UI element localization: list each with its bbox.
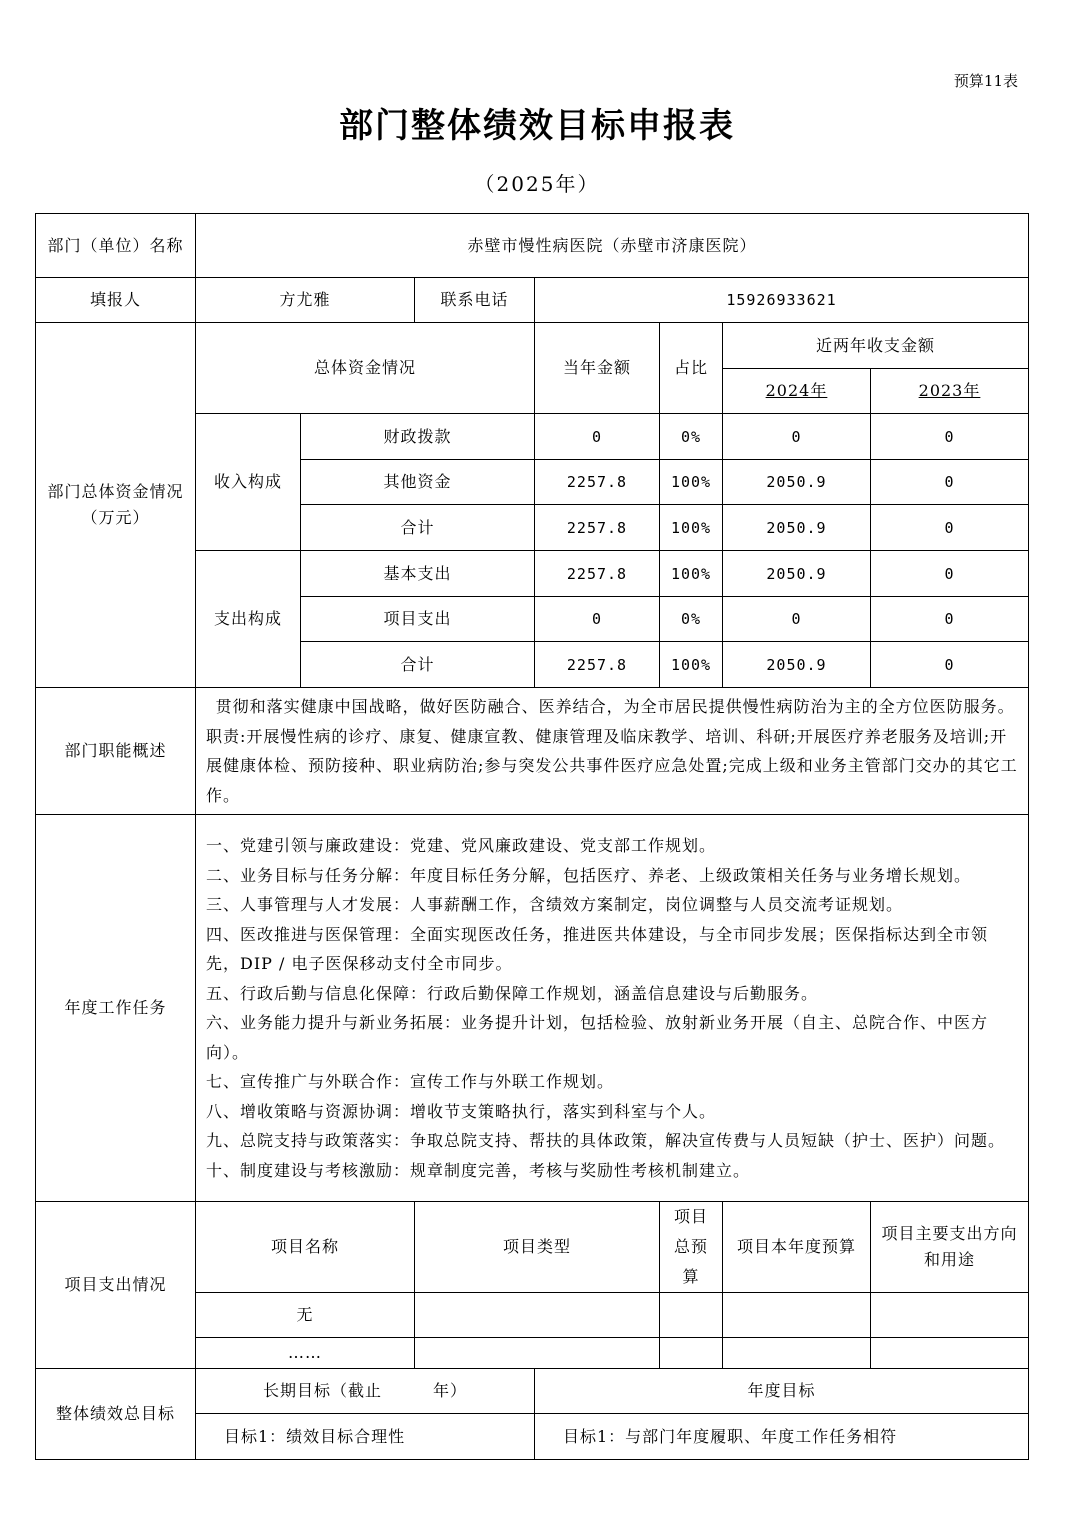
task-item: 五、行政后勤与信息化保障：行政后勤保障工作规划，涵盖信息建设与后勤服务。 xyxy=(206,983,819,1003)
funds-row-current: 2257.8 xyxy=(535,460,660,505)
funds-row-current: 0 xyxy=(535,414,660,460)
funds-header-recent: 近两年收支金额 xyxy=(723,323,1029,369)
projects-col-total: 项目总预算 xyxy=(660,1202,723,1293)
dept-value: 赤壁市慢性病医院（赤壁市济康医院） xyxy=(196,214,1029,278)
dept-label: 部门（单位）名称 xyxy=(36,214,196,278)
funds-row-ratio: 100% xyxy=(660,551,723,597)
funds-row-y2: 0 xyxy=(871,597,1029,642)
task-item: 四、医改推进与医保管理：全面实现医改任务，推进医共体建设，与全市同步发展；医保指标达到全市领先，DIP / 电子医保移动支付全市同步。 xyxy=(206,924,989,973)
duty-label: 部门职能概述 xyxy=(36,688,196,815)
project-type xyxy=(415,1338,660,1369)
funds-row-name: 基本支出 xyxy=(301,551,535,597)
form-number: 预算11表 xyxy=(953,72,1018,90)
funds-row-ratio: 0% xyxy=(660,597,723,642)
long-goal-1: 目标1：绩效目标合理性 xyxy=(196,1414,535,1460)
funds-row-name: 合计 xyxy=(301,642,535,688)
funds-row-current: 2257.8 xyxy=(535,551,660,597)
phone-label: 联系电话 xyxy=(415,278,535,323)
projects-col-use: 项目主要支出方向和用途 xyxy=(871,1202,1029,1293)
funds-header-y1: 2024年 xyxy=(723,369,871,414)
funds-row-current: 2257.8 xyxy=(535,505,660,551)
tasks-row xyxy=(36,815,1029,1202)
task-item: 八、增收策略与资源协调：增收节支策略执行，落实到科室与个人。 xyxy=(206,1101,717,1121)
filler-value: 方尤雅 xyxy=(196,278,415,323)
funds-section-label: 部门总体资金情况（万元） xyxy=(36,323,196,688)
project-use xyxy=(871,1293,1029,1338)
goals-header-row xyxy=(36,1369,1029,1414)
projects-header-row xyxy=(36,1202,1029,1293)
funds-header-current: 当年金额 xyxy=(535,323,660,414)
projects-col-type: 项目类型 xyxy=(415,1202,660,1293)
projects-col-name: 项目名称 xyxy=(196,1202,415,1293)
goals-section-label: 整体绩效总目标 xyxy=(36,1369,196,1460)
funds-row-name: 财政拨款 xyxy=(301,414,535,460)
funds-row-y2: 0 xyxy=(871,460,1029,505)
funds-row-y1: 0 xyxy=(723,597,871,642)
year-goal-1: 目标1：与部门年度履职、年度工作任务相符 xyxy=(535,1414,1029,1460)
task-item: 十、制度建设与考核激励：规章制度完善，考核与奖励性考核机制建立。 xyxy=(206,1160,751,1180)
dept-row xyxy=(36,214,1029,278)
tasks-label: 年度工作任务 xyxy=(36,815,196,1202)
duty-row xyxy=(36,688,1029,815)
funds-row-current: 0 xyxy=(535,597,660,642)
funds-row-ratio: 100% xyxy=(660,642,723,688)
funds-row-ratio: 100% xyxy=(660,460,723,505)
project-type xyxy=(415,1293,660,1338)
goals-long-label: 长期目标（截止 年） xyxy=(196,1369,535,1414)
funds-row-name: 项目支出 xyxy=(301,597,535,642)
funds-row-name: 合计 xyxy=(301,505,535,551)
task-item: 七、宣传推广与外联合作：宣传工作与外联工作规划。 xyxy=(206,1072,615,1091)
goals-year-label: 年度目标 xyxy=(535,1369,1029,1414)
performance-goal-table xyxy=(35,213,1029,1460)
duty-text: 贯彻和落实健康中国战略，做好医防融合、医养结合，为全市居民提供慢性病防治为主的全方位医防服务。职责:开展慢性病的诊疗、康复、健康宣教、健康管理及临床教学、培训、科研;开展医疗养老服务及培训;开展健康体检、预防接种、职业病防治;参与突发公共事件医疗应急处置;完成上级和业务主管部门交办的其它工作。 xyxy=(196,688,1029,815)
project-year-budget xyxy=(723,1293,871,1338)
funds-row-ratio: 100% xyxy=(660,505,723,551)
funds-row-y2: 0 xyxy=(871,414,1029,460)
funds-row-y1: 2050.9 xyxy=(723,642,871,688)
task-item: 九、总院支持与政策落实：争取总院支持、帮扶的具体政策，解决宣传费与人员短缺（护士、医护）问题。 xyxy=(206,1131,1006,1150)
funds-row-y1: 0 xyxy=(723,414,871,460)
project-use xyxy=(871,1338,1029,1369)
phone-value: 15926933621 xyxy=(535,278,1029,323)
funds-row-y2: 0 xyxy=(871,551,1029,597)
funds-row-y2: 0 xyxy=(871,642,1029,688)
funds-header-ratio: 占比 xyxy=(660,323,723,414)
task-item: 一、党建引领与廉政建设：党建、党风廉政建设、党支部工作规划。 xyxy=(206,836,717,855)
funds-header-row xyxy=(36,323,1029,369)
expense-label: 支出构成 xyxy=(196,551,301,688)
funds-row-name: 其他资金 xyxy=(301,460,535,505)
funds-header-overall: 总体资金情况 xyxy=(196,323,535,414)
filler-label: 填报人 xyxy=(36,278,196,323)
funds-row-y1: 2050.9 xyxy=(723,551,871,597)
funds-row-y2: 0 xyxy=(871,505,1029,551)
projects-section-label: 项目支出情况 xyxy=(36,1202,196,1369)
project-total xyxy=(660,1293,723,1338)
projects-col-year: 项目本年度预算 xyxy=(723,1202,871,1293)
project-name: …… xyxy=(196,1338,415,1369)
project-name: 无 xyxy=(196,1293,415,1338)
year-subtitle: （2025年） xyxy=(474,172,600,196)
tasks-list xyxy=(196,815,1029,1202)
funds-row-y1: 2050.9 xyxy=(723,460,871,505)
funds-header-y2: 2023年 xyxy=(871,369,1029,414)
project-year-budget xyxy=(723,1338,871,1369)
task-item: 六、业务能力提升与新业务拓展：业务提升计划，包括检验、放射新业务开展（自主、总院合作、中医方向）。 xyxy=(206,1013,989,1062)
filler-row xyxy=(36,278,1029,323)
project-total xyxy=(660,1338,723,1369)
income-label: 收入构成 xyxy=(196,414,301,551)
funds-row-current: 2257.8 xyxy=(535,642,660,688)
funds-row-y1: 2050.9 xyxy=(723,505,871,551)
task-item: 二、业务目标与任务分解：年度目标任务分解，包括医疗、养老、上级政策相关任务与业务增长规划。 xyxy=(206,865,972,885)
task-item: 三、人事管理与人才发展：人事薪酬工作，含绩效方案制定，岗位调整与人员交流考证规划。 xyxy=(206,895,904,914)
page-title: 部门整体绩效目标申报表 xyxy=(339,106,735,146)
funds-row-ratio: 0% xyxy=(660,414,723,460)
